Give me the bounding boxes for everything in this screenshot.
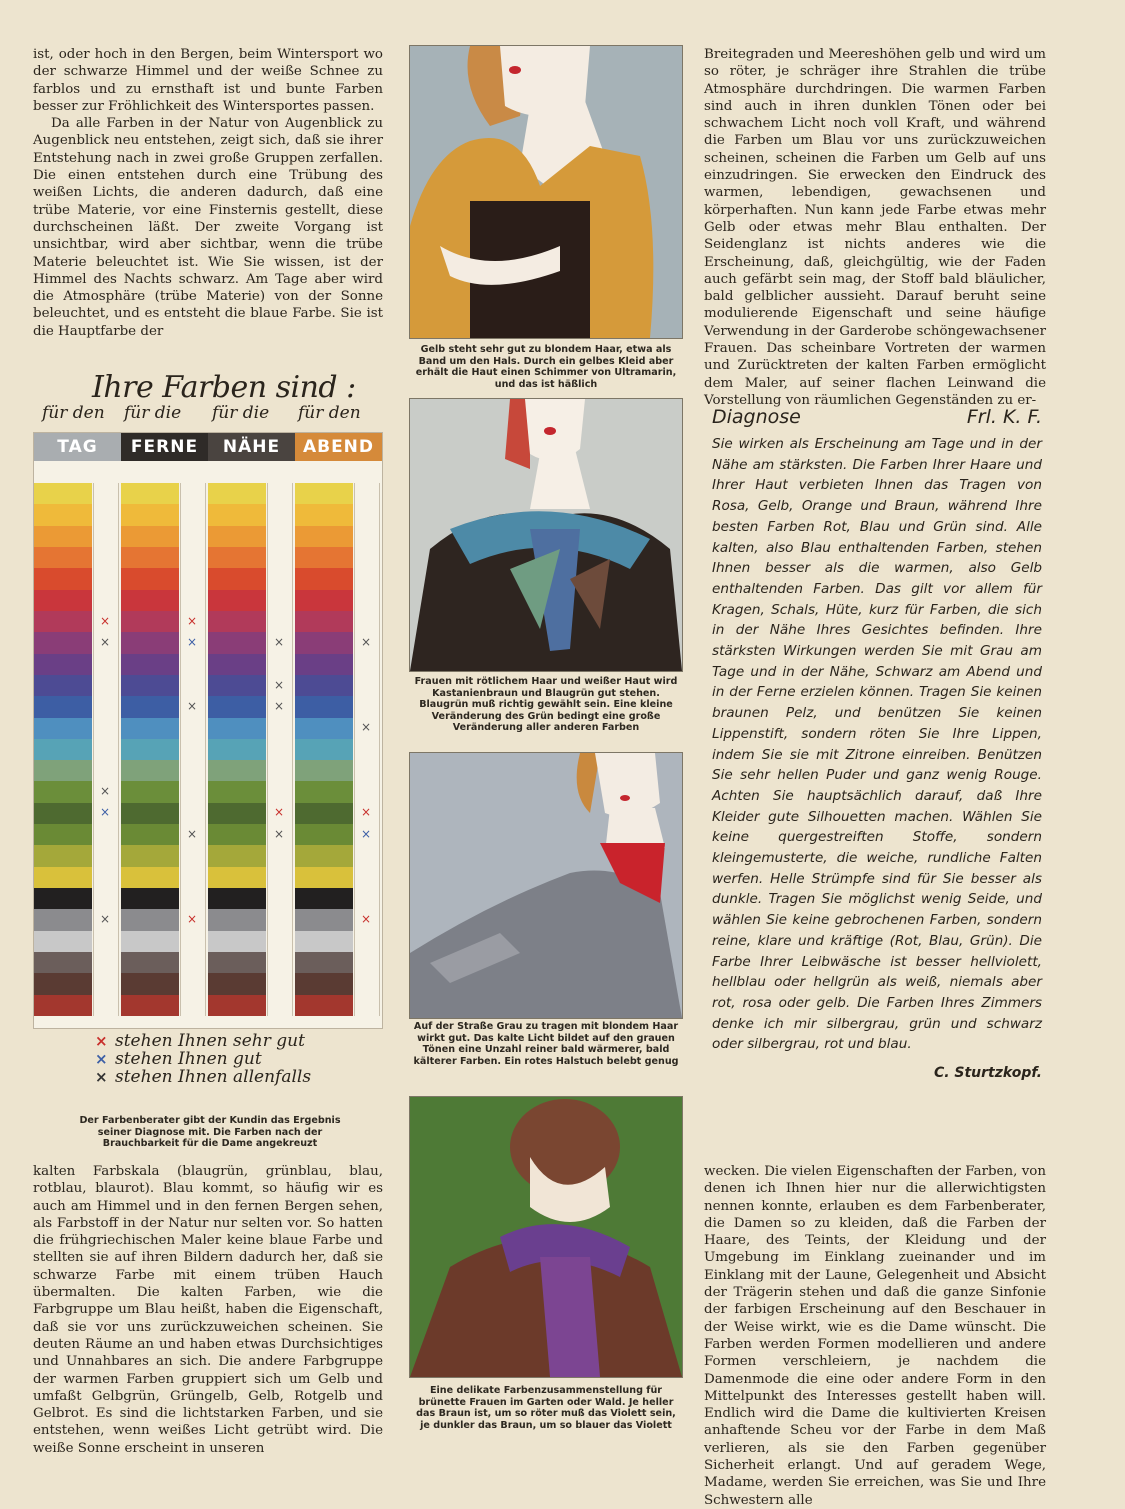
cross-mark-icon: ×	[186, 698, 198, 713]
chart-subhead: für die	[124, 403, 182, 423]
legend-label: stehen Ihnen allenfalls	[115, 1067, 312, 1087]
color-band	[295, 760, 353, 782]
cross-mark-icon: ×	[273, 634, 285, 649]
legend-label: stehen Ihnen sehr gut	[115, 1031, 305, 1051]
color-band	[295, 888, 353, 910]
illustration-caption: Frauen mit rötlichem Haar und weißer Haut wird Kastanienbraun und Blaugrün gut stehen. Blaugrün muß richtig gewählt sein. Eine kleine Veränderung des Grün bedingt eine große Veränderung aller anderen Farben	[414, 676, 678, 734]
illustration-teal-scarf	[409, 398, 683, 672]
color-band	[121, 760, 179, 782]
chart-subhead: für den	[42, 403, 105, 423]
color-band	[295, 973, 353, 995]
color-band	[121, 632, 179, 654]
color-band	[121, 845, 179, 867]
marking-strip	[93, 483, 119, 1016]
color-band	[208, 654, 266, 676]
color-band	[121, 909, 179, 931]
diagnosis-name: Frl. K. F.	[966, 406, 1042, 428]
color-band	[121, 547, 179, 569]
color-band	[34, 931, 92, 953]
color-band	[208, 973, 266, 995]
cross-mark-icon: ×	[99, 912, 111, 927]
left-column-top-text	[33, 46, 383, 340]
diagnosis-body: Sie wirken als Erscheinung am Tage und in der Nähe am stärksten. Die Farben Ihrer Haare und Ihrer Haut verbieten Ihnen das Tragen von Rosa, Gelb, Orange und Braun, während Ihre besten Farben Rot, Blau und Grün sind. Alle kalten, also Blau enthaltenden Farben, stehen Ihnen besser als die warmen, also Gelb enthaltenden Farben. Das gilt vor allem für Kragen, Schals, Hüte, kurz für Farben, die sich in der Nähe Ihres Gesichtes befinden. Ihre stärksten Wirkungen werden Sie mit Grau am Tage und in der Nähe, Schwarz am Abend und in der Ferne erzielen können. Tragen Sie keinen braunen Pelz, und benützen Sie keinen Lippenstift, sondern röten Sie Ihre Lippen, indem Sie sie mit Zitrone einreiben. Benützen Sie sehr hellen Puder und ganz wenig Rouge. Achten Sie hauptsächlich darauf, daß Ihre Kleider gute Silhouetten machen. Wählen Sie keine quergestreiften Stoffe, sondern kleingemusterte, die weiche, rundliche Falten werfen. Helle Strümpfe sind für Sie besser als dunkle. Tragen Sie möglichst wenig Seide, und wählen Sie keine gebrochenen Farben, sondern reine, klare und kräftige (Rot, Blau, Grün). Die Farbe Ihrer Leibwäsche ist besser hellviolett, hellblau oder hellgrün als weiß, niemals aber rot, rosa oder gelb. Die Farben Ihres Zimmers denke ich mir silbergrau, grün und schwarz oder silbergrau, rot und blau.	[712, 436, 1042, 1053]
color-band	[295, 931, 353, 953]
color-band	[34, 952, 92, 974]
color-band	[34, 888, 92, 910]
color-band	[208, 781, 266, 803]
cross-mark-icon: ×	[186, 613, 198, 628]
cross-mark-icon: ×	[273, 826, 285, 841]
color-band	[121, 504, 179, 526]
color-band	[34, 696, 92, 718]
right-column-bottom-text	[704, 1163, 1046, 1509]
cross-mark-icon: ×	[99, 634, 111, 649]
color-band	[34, 803, 92, 825]
illustration-violet-scarf	[409, 1096, 683, 1378]
black-cross-icon: ×	[95, 1068, 108, 1086]
color-band	[295, 611, 353, 633]
color-band	[208, 696, 266, 718]
color-band	[208, 867, 266, 889]
color-band	[34, 824, 92, 846]
color-band	[295, 781, 353, 803]
diagnosis-box	[712, 406, 1042, 1081]
marking-strip	[267, 483, 293, 1016]
legend-item	[95, 1067, 311, 1087]
chart-header-3: ABEND	[295, 433, 382, 461]
color-band	[208, 803, 266, 825]
color-band	[295, 909, 353, 931]
blue-cross-icon: ×	[95, 1050, 108, 1068]
color-band	[34, 526, 92, 548]
color-band	[34, 632, 92, 654]
color-band	[295, 696, 353, 718]
color-band	[121, 696, 179, 718]
color-band	[34, 845, 92, 867]
legend-item	[95, 1031, 305, 1051]
illustration-caption: Eine delikate Farbenzusammenstellung für brünette Frauen im Garten oder Wald. Je heller das Braun ist, um so röter muß das Violett sein, je dunkler das Braun, um so blauer das Violett	[416, 1385, 676, 1431]
illustration-yellow-dress	[409, 45, 683, 339]
color-band	[208, 739, 266, 761]
cross-mark-icon: ×	[186, 826, 198, 841]
color-band	[295, 739, 353, 761]
color-band	[34, 654, 92, 676]
color-band	[208, 526, 266, 548]
color-band	[208, 888, 266, 910]
cross-mark-icon: ×	[99, 805, 111, 820]
color-band	[34, 973, 92, 995]
chart-header-2: NÄHE	[208, 433, 295, 461]
color-band	[295, 590, 353, 612]
color-band	[34, 611, 92, 633]
cross-mark-icon: ×	[360, 634, 372, 649]
cross-mark-icon: ×	[360, 805, 372, 820]
marking-strip	[354, 483, 380, 1016]
color-band	[121, 867, 179, 889]
cross-mark-icon: ×	[273, 698, 285, 713]
color-band	[295, 526, 353, 548]
paragraph: ist, oder hoch in den Bergen, beim Wintersport wo der schwarze Himmel und der weiße Schnee zu farblos und zu ernsthaft ist und bunte Farben besser zur Fröhlichkeit des Wintersportes passen.	[33, 47, 383, 114]
paragraph: kalten Farbskala (blaugrün, grünblau, blau, rotblau, blaurot). Blau kommt, so häufig wir es auch am Himmel und in den fernen Bergen sehen, als Farbstoff in der Natur nur selten vor. So hatten die frühgriechischen Maler keine blaue Farbe und stellten sie auf ihren Bildern dadurch her, daß sie schwarze Farbe mit einem trüben Hauch übermalten. Die kalten Farben, wie die Farbgruppe um Blau heißt, haben die Eigenschaft, daß sie vor uns zurückzuweichen scheinen. Sie deuten Räume an und haben etwas Durchsichtiges und Unnahbares an sich. Die andere Farbgruppe der warmen Farben gruppiert sich um Gelb und umfaßt Gelbgrün, Grüngelb, Gelb, Rotgelb und Gelbrot. Es sind die lichtstarken Farben, und sie entstehen, wenn weißes Licht getrübt wird. Die weiße Sonne erscheint in unseren	[33, 1164, 383, 1456]
cross-mark-icon: ×	[360, 912, 372, 927]
color-band	[34, 675, 92, 697]
color-band	[121, 739, 179, 761]
illustration-caption: Gelb steht sehr gut zu blondem Haar, etwa als Band um den Hals. Durch ein gelbes Kleid aber erhält die Haut einen Schimmer von Ultramarin, und das ist häßlich	[415, 344, 677, 390]
color-band	[121, 654, 179, 676]
color-band	[121, 824, 179, 846]
color-band	[121, 590, 179, 612]
color-band	[121, 526, 179, 548]
color-band	[295, 504, 353, 526]
color-band	[121, 888, 179, 910]
color-band	[295, 483, 353, 505]
color-band	[34, 739, 92, 761]
chart-header-1: FERNE	[121, 433, 208, 461]
illustration-grey-dress	[409, 752, 683, 1019]
color-band	[208, 845, 266, 867]
color-band	[208, 590, 266, 612]
color-band	[121, 718, 179, 740]
color-band	[208, 952, 266, 974]
color-band	[34, 718, 92, 740]
color-band	[208, 824, 266, 846]
cross-mark-icon: ×	[186, 912, 198, 927]
color-band	[295, 867, 353, 889]
chart-caption: Der Farbenberater gibt der Kundin das Ergebnis seiner Diagnose mit. Die Farben nach der Brauchbarkeit für die Dame angekreuzt	[79, 1115, 341, 1150]
color-band	[208, 760, 266, 782]
color-band	[295, 632, 353, 654]
color-band	[34, 995, 92, 1017]
color-band	[208, 632, 266, 654]
legend-label: stehen Ihnen gut	[115, 1049, 262, 1069]
red-cross-icon: ×	[95, 1032, 108, 1050]
color-band	[208, 611, 266, 633]
cross-mark-icon: ×	[273, 677, 285, 692]
color-band	[208, 568, 266, 590]
color-band	[295, 995, 353, 1017]
chart-title: Ihre Farben sind :	[92, 370, 356, 405]
color-band	[34, 760, 92, 782]
color-band	[295, 824, 353, 846]
color-band	[34, 547, 92, 569]
chart-header-0: TAG	[34, 433, 121, 461]
color-band	[34, 504, 92, 526]
color-band	[121, 675, 179, 697]
color-band	[208, 504, 266, 526]
diagnosis-signature: C. Sturtzkopf.	[933, 1065, 1042, 1082]
cross-mark-icon: ×	[186, 634, 198, 649]
color-band	[121, 931, 179, 953]
diagnosis-title: Diagnose	[712, 406, 801, 428]
color-band	[295, 845, 353, 867]
color-band	[295, 803, 353, 825]
color-band	[121, 483, 179, 505]
chart-subhead: für den	[298, 403, 361, 423]
color-band	[34, 781, 92, 803]
color-band	[121, 568, 179, 590]
color-band	[34, 568, 92, 590]
color-band	[208, 995, 266, 1017]
cross-mark-icon: ×	[99, 613, 111, 628]
paragraph: wecken. Die vielen Eigenschaften der Farben, von denen ich Ihnen hier nur die allerwichtigsten nennen konnte, erlauben es dem Farbenberater, die Damen so zu kleiden, daß die Farben der Haare, des Teints, der Kleidung und der Umgebung im Einklang zueinander und im Einklang mit der Laune, Gelegenheit und Absicht der Trägerin stehen und daß die ganze Sinfonie der farbigen Erscheinung auf den Beschauer in der Weise wirkt, wie es die Dame wünscht. Die Farben werden Formen modellieren und andere Formen verschleiern, je nachdem die Damenmode die eine oder andere Form in den Mittelpunkt des Interesses gestellt haben will. Endlich wird die Dame die kultivierten Kreisen anhaftende Scheu vor der Farbe in dem Maß verlieren, als sie den Farben gegenüber Sicherheit erlangt. Und auf geradem Wege, Madame, werden Sie erreichen, was Sie und Ihre Schwestern alle	[704, 1164, 1046, 1508]
right-column-top-text	[704, 46, 1046, 409]
marking-strip	[180, 483, 206, 1016]
cross-mark-icon: ×	[360, 826, 372, 841]
color-band	[34, 590, 92, 612]
color-band	[208, 909, 266, 931]
cross-mark-icon: ×	[360, 720, 372, 735]
left-column-bottom-text	[33, 1163, 383, 1457]
color-band	[121, 952, 179, 974]
color-band	[295, 952, 353, 974]
color-band	[208, 483, 266, 505]
chart-subhead: für die	[212, 403, 270, 423]
color-band	[295, 654, 353, 676]
color-band	[121, 611, 179, 633]
color-band	[295, 718, 353, 740]
color-band	[121, 803, 179, 825]
color-band	[295, 675, 353, 697]
color-band	[121, 781, 179, 803]
color-chart	[33, 432, 383, 1029]
cross-mark-icon: ×	[273, 805, 285, 820]
cross-mark-icon: ×	[99, 784, 111, 799]
color-band	[295, 547, 353, 569]
color-band	[34, 483, 92, 505]
color-band	[295, 568, 353, 590]
legend-item	[95, 1049, 262, 1069]
color-band	[208, 675, 266, 697]
color-band	[208, 718, 266, 740]
color-band	[34, 867, 92, 889]
paragraph: Breitegraden und Meereshöhen gelb und wird um so röter, je schräger ihre Strahlen die trübe Atmosphäre durchdringen. Die warmen Farben sind auch in ihren dunklen Tönen oder bei schwachem Licht noch voll Kraft, und während die Farben um Blau vor uns zurückzuweichen scheinen, scheinen die Farben um Gelb auf uns einzudringen. Sie erwecken den Eindruck des warmen, lebendigen, gewachsenen und körperhaften. Nun kann jede Farbe etwas mehr Gelb oder etwas mehr Blau enthalten. Der Seidenglanz ist nichts anderes wie die Erscheinung, daß, gleichgültig, wie der Faden auch gefärbt sein mag, der Stoff bald bläulicher, bald gelblicher aussieht. Darauf beruht seine modulierende Eigenschaft und seine häufige Verwendung in der Garderobe schöngewachsener Frauen. Das scheinbare Vortreten der warmen und Zurücktreten der kalten Farben ermöglicht dem Maler, auf seiner flachen Leinwand die Vorstellung von räumlichen Gegenständen zu er-	[704, 47, 1046, 408]
illustration-caption: Auf der Straße Grau zu tragen mit blondem Haar wirkt gut. Das kalte Licht bildet auf den grauen Tönen eine Unzahl reiner bald wärmerer, bald kälterer Farben. Ein rotes Halstuch belebt genug	[413, 1021, 679, 1067]
paragraph: Da alle Farben in der Natur von Augenblick zu Augenblick neu entstehen, zeigt sich, daß sie ihrer Entstehung nach in zwei große Gruppen zerfallen. Die einen entstehen durch eine Trübung des weißen Lichts, die anderen dadurch, daß eine trübe Materie, vor eine Finsternis gestellt, diese durchscheinen läßt. Der zweite Vorgang ist unsichtbar, wird aber sichtbar, wenn die trübe Materie beleuchtet ist. Wie Sie wissen, ist der Himmel des Nachts schwarz. Am Tage aber wird die Atmosphäre (trübe Materie) von der Sonne beleuchtet, und es entsteht die blaue Farbe. Sie ist die Hauptfarbe der	[33, 116, 383, 339]
color-band	[208, 547, 266, 569]
color-band	[34, 909, 92, 931]
color-band	[121, 973, 179, 995]
color-band	[121, 995, 179, 1017]
color-band	[208, 931, 266, 953]
